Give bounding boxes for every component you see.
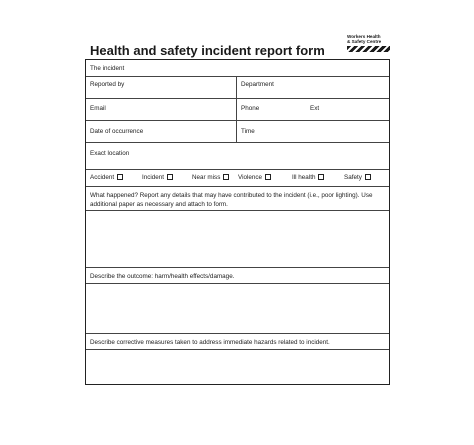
field-location[interactable] xyxy=(86,143,389,169)
answer-what-happened[interactable] xyxy=(86,211,389,268)
label-outcome: Describe the outcome: harm/health effects/damage. xyxy=(90,273,235,280)
label-incident: The incident xyxy=(90,65,125,72)
checkbox-violence-box[interactable] xyxy=(265,174,271,180)
row-incident-header xyxy=(86,60,389,77)
answer-outcome[interactable] xyxy=(86,284,389,334)
row-corrective-label xyxy=(86,334,389,350)
checkbox-accident-box[interactable] xyxy=(117,174,123,180)
checkbox-incident-label: Incident xyxy=(142,174,165,181)
incident-report-form xyxy=(85,59,390,385)
label-time: Time xyxy=(241,128,255,135)
label-email: Email xyxy=(90,105,106,112)
logo-line-2: & Safety Centre xyxy=(347,39,382,44)
field-ext[interactable] xyxy=(306,99,389,120)
label-corrective: Describe corrective measures taken to address immediate hazards related to incident. xyxy=(90,339,330,346)
checkbox-incident[interactable] xyxy=(142,174,173,181)
label-phone: Phone xyxy=(241,105,260,112)
row-what-happened-label xyxy=(86,187,389,211)
row-incident-type xyxy=(86,170,389,187)
label-department: Department xyxy=(241,81,274,88)
logo-line-1: Workers Health xyxy=(347,34,381,39)
checkbox-safety-box[interactable] xyxy=(365,174,371,180)
checkbox-accident[interactable] xyxy=(90,174,123,181)
answer-corrective[interactable] xyxy=(86,350,389,384)
row-email xyxy=(86,99,389,121)
field-reported-by[interactable] xyxy=(86,77,236,98)
checkbox-accident-label: Accident xyxy=(90,174,115,181)
field-email[interactable] xyxy=(86,99,236,120)
checkbox-ill-health-label: Ill health xyxy=(292,174,316,181)
checkbox-safety[interactable] xyxy=(344,174,371,181)
field-time[interactable] xyxy=(236,121,389,142)
form-title: Health and safety incident report form xyxy=(90,43,325,58)
row-date xyxy=(86,121,389,143)
checkbox-near-miss[interactable] xyxy=(192,174,229,181)
field-department[interactable] xyxy=(236,77,389,98)
field-date[interactable] xyxy=(86,121,236,142)
checkbox-safety-label: Safety xyxy=(344,174,362,181)
checkbox-near-miss-box[interactable] xyxy=(223,174,229,180)
row-reported-by xyxy=(86,77,389,99)
row-outcome-label xyxy=(86,268,389,284)
checkbox-ill-health-box[interactable] xyxy=(318,174,324,180)
checkbox-violence-label: Violence xyxy=(238,174,263,181)
label-reported-by: Reported by xyxy=(90,81,125,88)
checkbox-ill-health[interactable] xyxy=(292,174,324,181)
row-location xyxy=(86,143,389,170)
checkbox-violence[interactable] xyxy=(238,174,271,181)
label-date: Date of occurrence xyxy=(90,128,144,135)
label-ext: Ext xyxy=(310,105,320,112)
checkbox-incident-box[interactable] xyxy=(167,174,173,180)
logo-stripes xyxy=(347,46,390,52)
checkbox-near-miss-label: Near miss xyxy=(192,174,221,181)
workers-health-safety-centre-logo xyxy=(347,34,390,54)
field-phone[interactable] xyxy=(236,99,306,120)
label-location: Exact location xyxy=(90,150,130,157)
incident-type-checkboxes xyxy=(86,170,389,186)
label-what-happened: What happened? Report any details that may have contributed to the incident (i.e., poor lighting). Use additional paper as necessary and attach to form. xyxy=(90,192,373,208)
